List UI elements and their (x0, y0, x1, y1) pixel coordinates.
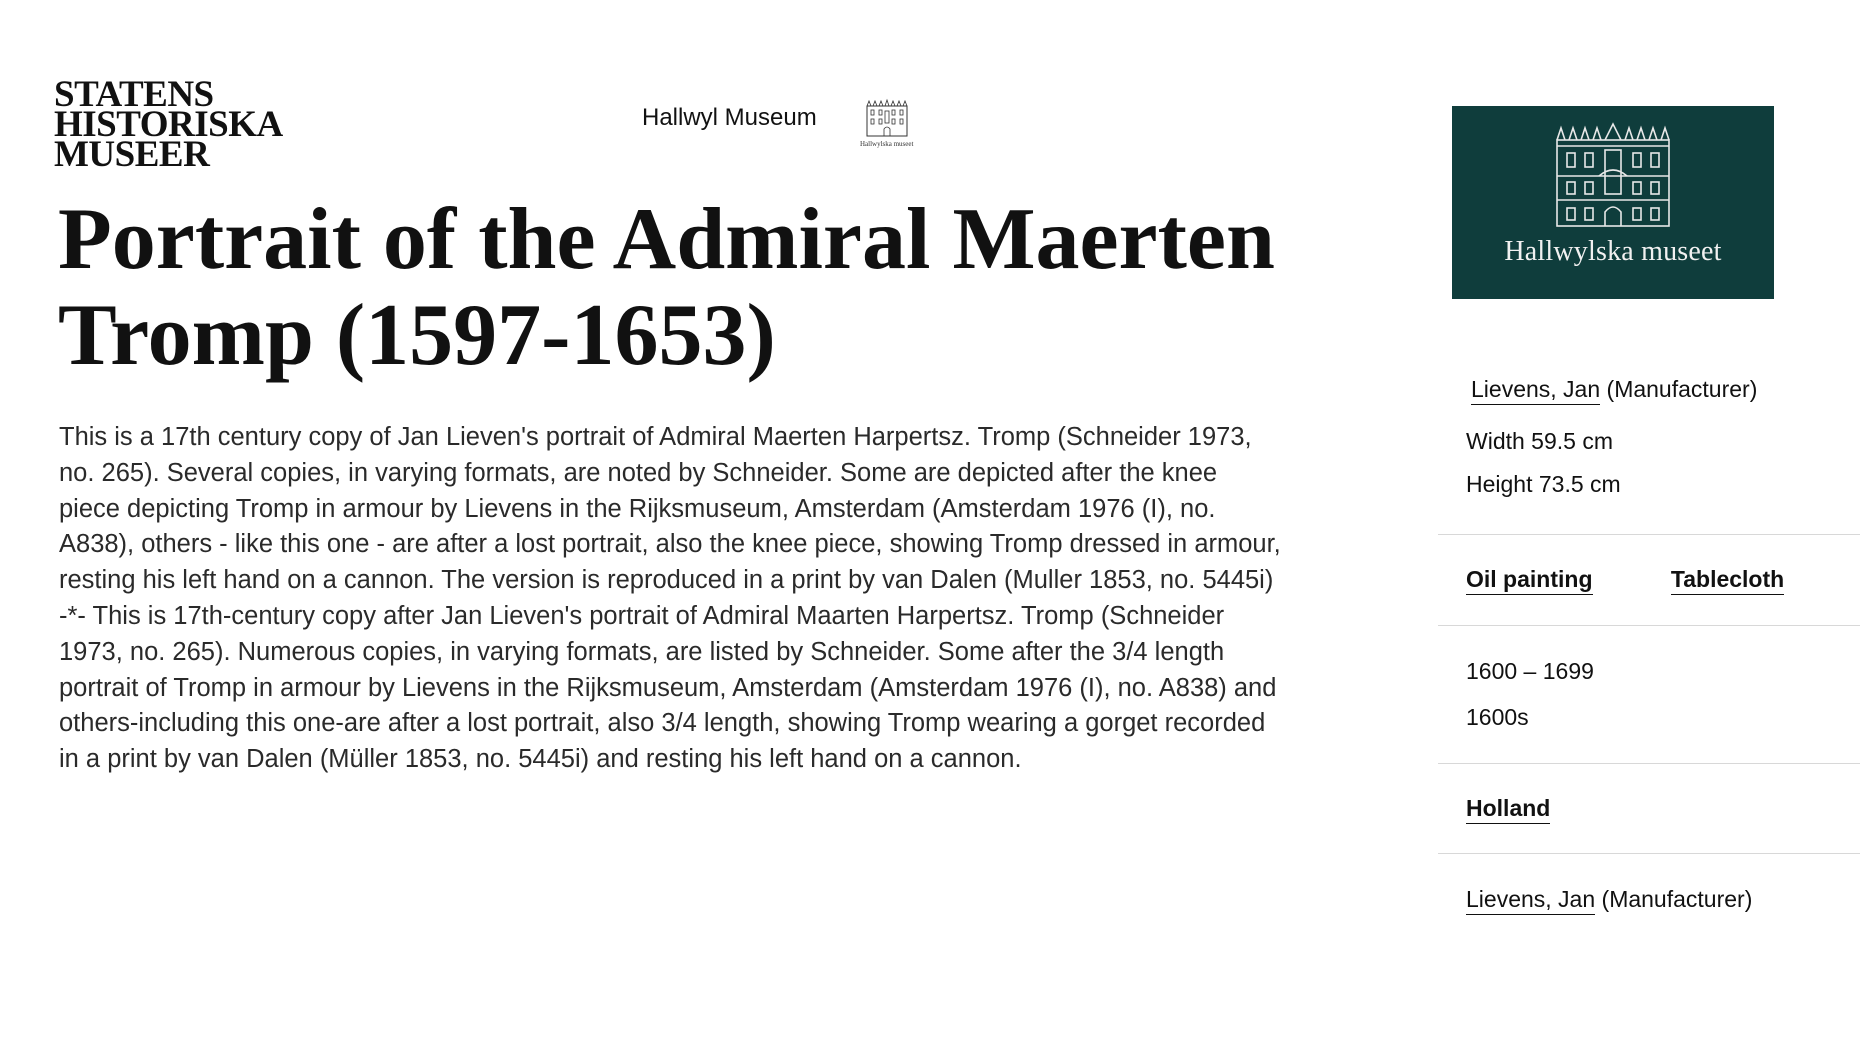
hallwyl-mini-logo (855, 98, 919, 148)
mini-logo-caption: Hallwylska museet (859, 140, 914, 148)
tag-tablecloth[interactable]: Tablecloth (1671, 566, 1784, 595)
object-metadata-sidebar (1438, 0, 1860, 1062)
logo-line-3: MUSEER (54, 134, 210, 175)
dimension-width: Width 59.5 cm (1466, 428, 1613, 454)
date-century: 1600s (1466, 704, 1529, 730)
creator-role-bottom: (Manufacturer) (1601, 886, 1753, 912)
logo-line-1: STATENS (54, 74, 214, 115)
creator-role: (Manufacturer) (1606, 376, 1758, 402)
divider (1438, 763, 1860, 764)
date-range: 1600 – 1699 (1466, 658, 1594, 684)
museum-link[interactable] (642, 98, 919, 148)
statens-historiska-museer-logo[interactable] (54, 74, 283, 175)
divider (1438, 625, 1860, 626)
castle-icon (865, 98, 909, 138)
brand-text: Hallwylska museet (1504, 236, 1722, 267)
dimension-height: Height 73.5 cm (1466, 471, 1621, 497)
object-title: Portrait of the Admiral Maerten Tromp (1597-1653) (58, 191, 1275, 384)
tag-list (1466, 566, 1784, 593)
creator-link-bottom[interactable]: Lievens, Jan (1466, 886, 1595, 915)
place-row (1466, 795, 1550, 822)
creator-link[interactable]: Lievens, Jan (1471, 376, 1600, 405)
museum-name: Hallwyl Museum (642, 104, 817, 131)
logo-line-2: HISTORISKA (54, 104, 283, 145)
object-description: This is a 17th century copy of Jan Lieven's portrait of Admiral Maerten Harpertsz. Tromp (Schneider 1973, no. 265). Several copies, in varying formats, are noted by Schneider. Some are depicted after the knee piece depicting Tromp in armour by Lievens in the Rijksmuseum, Amsterdam (Amsterdam 1976 (I), no. A838), others - like this one - are after a lost portrait, also the knee piece, showing Tromp dressed in armour, resting his left hand on a cannon. The version is reproduced in a print by van Dalen (Muller 1853, no. 5445i) -*- This is 17th-century copy after Jan Lieven's portrait of Admiral Maarten Harpertsz. Tromp (Schneider 1973, no. 265). Numerous copies, in varying formats, are listed by Schneider. Some after the 3/4 length portrait of Tromp in armour by Lievens in the Rijksmuseum, Amsterdam (Amsterdam 1976 (I), no. A838) and others-including this one-are after a lost portrait, also 3/4 length, showing Tromp wearing a gorget recorded in a print by van Dalen (Müller 1853, no. 5445i) and resting his left hand on a cannon. (59, 423, 1281, 774)
place-link[interactable]: Holland (1466, 795, 1550, 824)
divider (1438, 853, 1860, 854)
creator-row-bottom (1466, 886, 1752, 913)
divider (1438, 534, 1860, 535)
creator-row (1471, 376, 1757, 403)
tag-oil-painting[interactable]: Oil painting (1466, 566, 1593, 595)
